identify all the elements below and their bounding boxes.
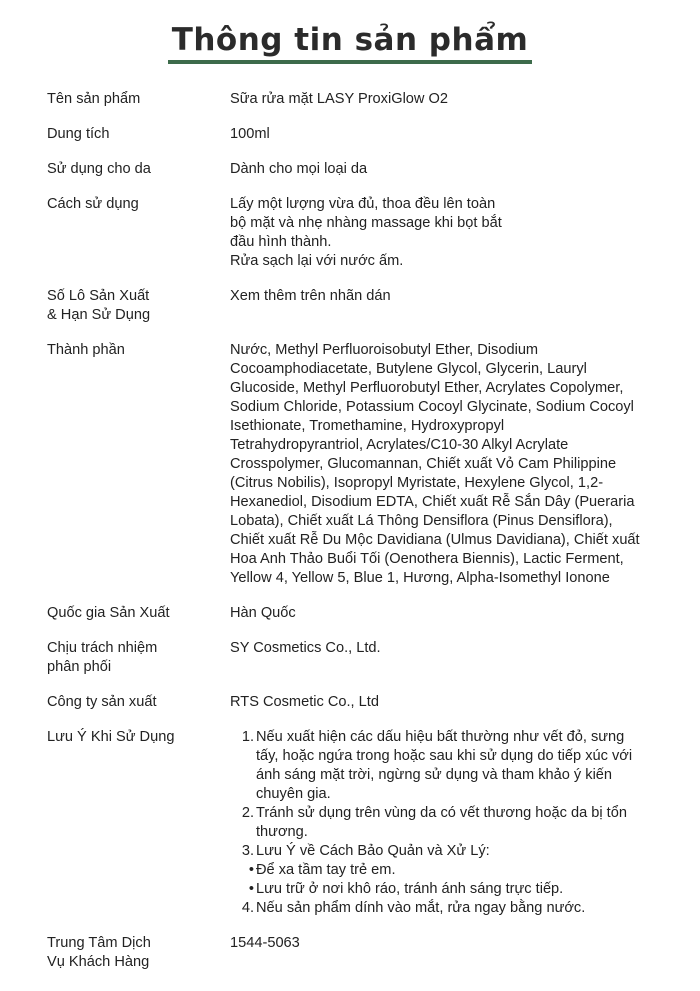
text-line: ánh sáng mặt trời, ngừng sử dụng và tham khảo ý kiến xyxy=(256,767,613,783)
row-usage xyxy=(47,195,687,271)
row-value xyxy=(230,341,687,588)
row-value: SY Cosmetics Co., Ltd. xyxy=(230,640,381,656)
value-line: Cocoamphodiacetate, Butylene Glycol, Glycerin, Lauryl xyxy=(230,361,587,377)
row-value: Sữa rửa mặt LASY ProxiGlow O2 xyxy=(230,91,448,107)
text-line: tấy, hoặc ngứa trong hoặc sau khi sử dụng do tiếp xúc với xyxy=(256,748,633,764)
list-item xyxy=(230,804,687,842)
value-line: (Citrus Nobilis), Isopropyl Myristate, Hexylene Glycol, 1,2- xyxy=(230,475,604,491)
value-line: Lobata), Chiết xuất Lá Thông Densiflora (Pinus Densiflora), xyxy=(230,513,613,529)
value-line: Hoa Anh Thảo Buổi Tối (Oenothera Biennis), Lactic Ferment, xyxy=(230,551,624,567)
row-label: Lưu Ý Khi Sử Dụng xyxy=(47,729,175,745)
value-line: Crosspolymer, Glucomannan, Chiết xuất Vỏ Cam Philippine xyxy=(230,456,617,472)
row-manufacturer xyxy=(47,693,687,712)
value-line: Tetrahydropyrantriol, Acrylates/C10-30 Alkyl Acrylate xyxy=(230,437,569,453)
row-product-name xyxy=(47,90,687,109)
text-line: chuyên gia. xyxy=(256,786,331,802)
label-line: Chịu trách nhiệm xyxy=(47,640,158,656)
row-value: Hàn Quốc xyxy=(230,605,296,621)
value-line: Hexanediol, Disodium EDTA, Chiết xuất Rễ Sắn Dây (Pueraria xyxy=(230,494,635,510)
row-label xyxy=(47,287,230,325)
list-item-text xyxy=(256,899,687,918)
row-label: Công ty sản xuất xyxy=(47,694,157,710)
value-line: Nước, Methyl Perfluoroisobutyl Ether, Disodium xyxy=(230,342,539,358)
row-value xyxy=(230,728,687,918)
list-marker: 2. xyxy=(241,805,254,821)
row-value xyxy=(230,195,687,271)
row-label: Sử dụng cho da xyxy=(47,161,151,177)
row-value: 100ml xyxy=(230,126,270,142)
list-item xyxy=(230,861,687,880)
product-info-table xyxy=(47,90,687,972)
value-line: Rửa sạch lại với nước ấm. xyxy=(230,253,404,269)
text-line: Để xa tầm tay trẻ em. xyxy=(256,862,396,878)
row-customer-service xyxy=(47,934,687,972)
list-marker: 3. xyxy=(241,843,254,859)
list-marker: 4. xyxy=(241,900,254,916)
list-item-text xyxy=(256,880,687,899)
text-line: Nếu xuất hiện các dấu hiệu bất thường như vết đỏ, sưng xyxy=(256,729,625,745)
label-line: phân phối xyxy=(47,659,112,675)
list-item-text xyxy=(256,728,687,804)
list-item-text xyxy=(256,804,687,842)
row-label: Quốc gia Sản Xuất xyxy=(47,605,170,621)
title-underline xyxy=(168,60,532,64)
value-line: Isethionate, Tromethamine, Hydroxypropyl xyxy=(230,418,505,434)
row-label xyxy=(47,934,230,972)
list-item-text xyxy=(256,842,687,861)
row-value: Dành cho mọi loại da xyxy=(230,161,368,177)
text-line: thương. xyxy=(256,824,308,840)
row-distributor xyxy=(47,639,687,677)
row-country xyxy=(47,604,687,623)
row-usage-notes xyxy=(47,728,687,918)
bullet-marker: • xyxy=(248,862,254,878)
row-ingredients xyxy=(47,341,687,588)
label-line: & Hạn Sử Dụng xyxy=(47,307,151,323)
label-line: Trung Tâm Dịch xyxy=(47,935,151,951)
value-line: Lấy một lượng vừa đủ, thoa đều lên toàn xyxy=(230,196,496,212)
value-line: Glucoside, Methyl Perfluorobutyl Ether, Acrylates Copolymer, xyxy=(230,380,624,396)
value-line: bộ mặt và nhẹ nhàng massage khi bọt bắt xyxy=(230,215,502,231)
row-volume xyxy=(47,125,687,144)
list-marker: 1. xyxy=(241,729,254,745)
text-line: Lưu trữ ở nơi khô ráo, tránh ánh sáng trực tiếp. xyxy=(256,881,564,897)
label-line: Số Lô Sản Xuất xyxy=(47,288,150,304)
list-item xyxy=(230,842,687,861)
value-line: Yellow 4, Yellow 5, Blue 1, Hương, Alpha-Isomethyl Ionone xyxy=(230,570,610,586)
text-line: Lưu Ý về Cách Bảo Quản và Xử Lý: xyxy=(256,843,490,859)
list-item-text xyxy=(256,861,687,880)
row-skin-type xyxy=(47,160,687,179)
value-line: Sodium Chloride, Potassium Cocoyl Glycinate, Sodium Cocoyl xyxy=(230,399,634,415)
row-label xyxy=(47,639,230,677)
list-item xyxy=(230,880,687,899)
row-label: Tên sản phẩm xyxy=(47,91,141,107)
label-line: Vụ Khách Hàng xyxy=(47,954,150,970)
list-item xyxy=(230,899,687,918)
notes-list xyxy=(230,728,687,918)
row-value: Xem thêm trên nhãn dán xyxy=(230,288,391,304)
row-lot-expiry xyxy=(47,287,687,325)
value-line: Chiết xuất Rễ Du Mộc Davidiana (Ulmus Davidiana), Chiết xuất xyxy=(230,532,640,548)
text-line: Nếu sản phẩm dính vào mắt, rửa ngay bằng nước. xyxy=(256,900,586,916)
row-label: Dung tích xyxy=(47,126,110,142)
list-item xyxy=(230,728,687,804)
value-line: đầu hình thành. xyxy=(230,234,332,250)
row-value: RTS Cosmetic Co., Ltd xyxy=(230,694,379,710)
text-line: Tránh sử dụng trên vùng da có vết thương hoặc da bị tổn xyxy=(256,805,627,821)
bullet-marker: • xyxy=(248,881,254,897)
page-title: Thông tin sản phẩm xyxy=(171,22,529,58)
row-label: Cách sử dụng xyxy=(47,196,139,212)
row-label: Thành phần xyxy=(47,342,125,358)
row-value: 1544-5063 xyxy=(230,935,300,951)
